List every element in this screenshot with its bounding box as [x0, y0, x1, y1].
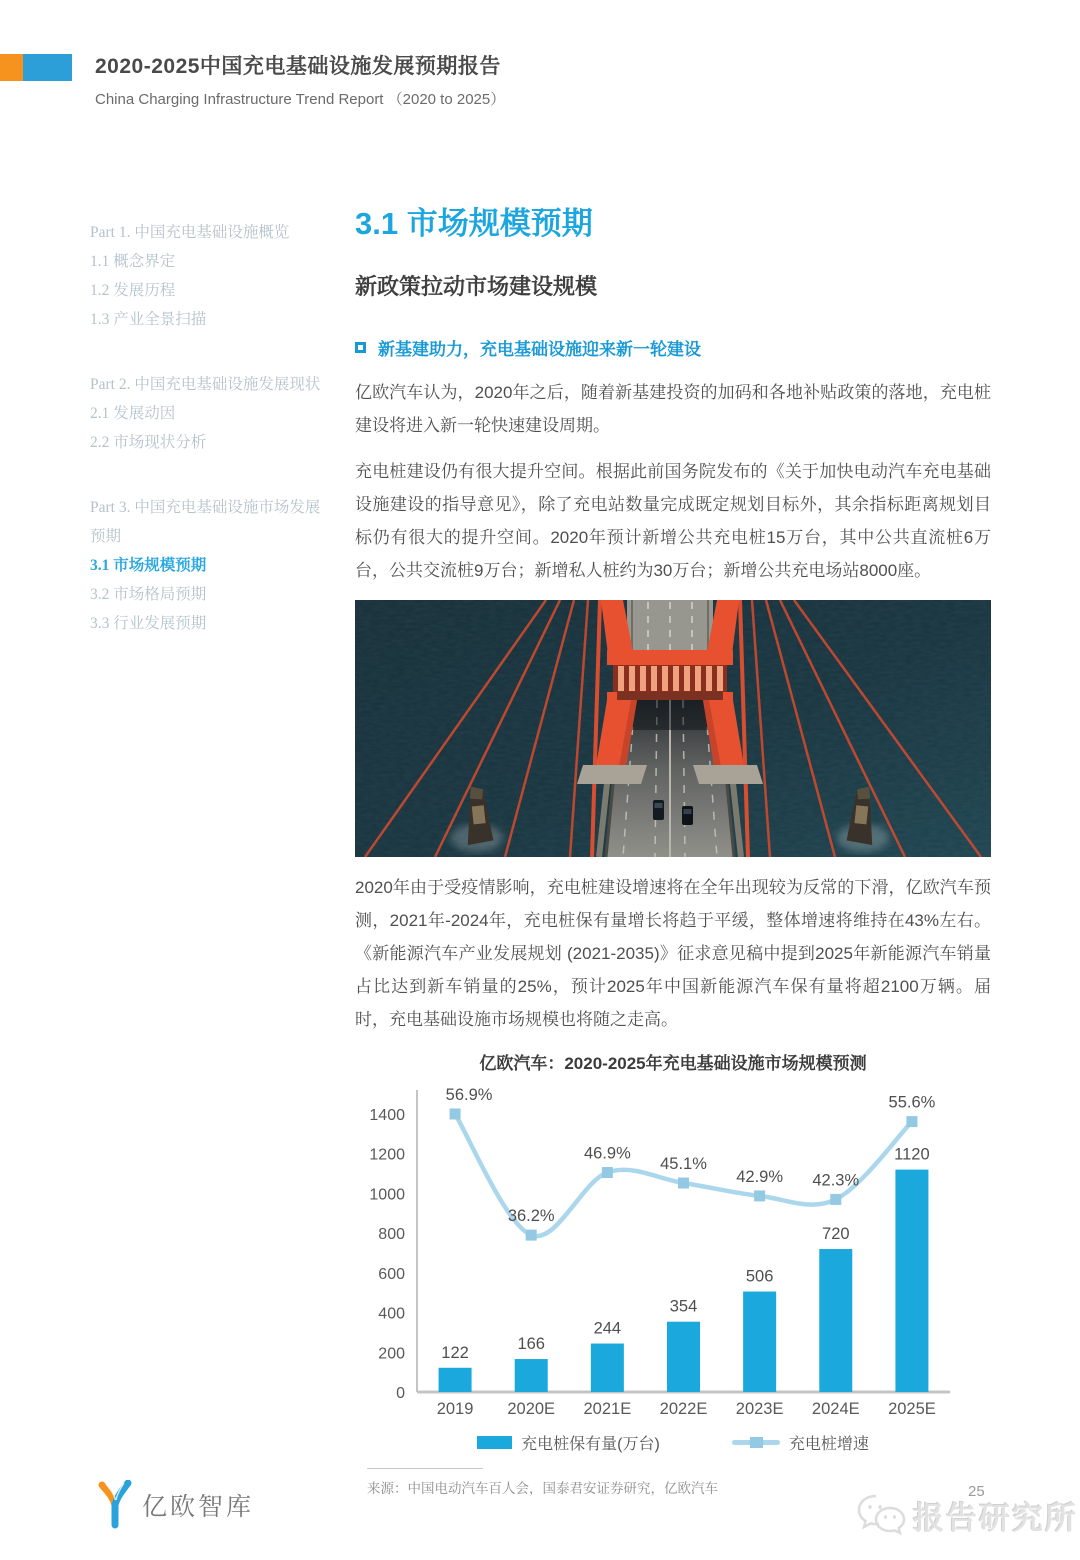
sidebar-item-3[interactable]: 1.2 发展历程 [90, 282, 176, 299]
y-axis-tick: 1400 [369, 1107, 405, 1124]
y-axis-tick: 1200 [369, 1146, 405, 1164]
publisher-logo-text: 亿欧智库 [142, 1493, 255, 1521]
bar-value-label: 720 [822, 1225, 850, 1244]
source-divider [367, 1468, 483, 1469]
header-accent-orange-block [0, 54, 23, 81]
paragraph-3: 2020年由于受疫情影响，充电桩建设增速将在全年出现较为反常的下滑，亿欧汽车预测，2021年-2024年，充电桩保有量增长将趋于平缓，整体增速将维持在43%左右。《新能源汽车产业发展规划 (2021-2035)》征求意见稿中提到2025年新能源汽车销量占比达到新车销量的25%，预计2025年中国新能源汽车保有量将超2100万辆。届时，充电基础设施市场规模也将随之走高。 [355, 878, 991, 1029]
line-marker [678, 1178, 689, 1189]
watermark-text: 报告研究所 [913, 1500, 1078, 1536]
publisher-logo [94, 1480, 254, 1530]
growth-value-label: 56.9% [445, 1085, 493, 1104]
chart-legend [355, 1431, 991, 1454]
bar-value-label: 244 [593, 1319, 622, 1338]
growth-value-label: 45.1% [660, 1155, 707, 1174]
x-axis-tick: 2021E [583, 1400, 632, 1418]
sidebar-item-2[interactable]: 1.1 概念界定 [90, 253, 176, 270]
line-marker [754, 1190, 765, 1201]
logo-y-ribbon-icon [94, 1480, 136, 1530]
paragraph-2: 充电桩建设仍有很大提升空间。根据此前国务院发布的《关于加快电动汽车充电基础设施建设的指导意见》，除了充电站数量完成既定规划目标外，其余指标距离规划目标仍有很大的提升空间。2020年预计新增公共充电桩15万台，其中公共直流桩6万台，公共交流桩9万台；新增私人桩约为30万台；新增公共充电场站8000座。 [355, 462, 991, 580]
bar-value-label: 166 [517, 1335, 545, 1354]
main-content [355, 198, 991, 1497]
legend-item-bars [477, 1431, 660, 1454]
page-number: 25 [968, 1483, 985, 1500]
report-title-cn: 2020-2025中国充电基础设施发展预期报告 [95, 55, 501, 78]
x-axis-tick: 2025E [888, 1400, 936, 1418]
x-axis-tick: 2024E [811, 1400, 860, 1418]
legend-item-line [732, 1431, 869, 1454]
x-axis-tick: 2023E [735, 1400, 784, 1418]
growth-value-label: 55.6% [888, 1093, 936, 1112]
x-axis-tick: 2020E [507, 1400, 556, 1418]
x-axis-tick: 2019 [436, 1400, 474, 1418]
sidebar-item-6[interactable]: 2.1 发展动因 [90, 405, 176, 422]
chart-source: 来源：中国电动汽车百人会，国泰君安证券研究，亿欧汽车 [367, 1481, 718, 1496]
chart-title: 亿欧汽车：2020-2025年充电基础设施市场规模预测 [479, 1054, 867, 1073]
bar-2020E [515, 1359, 548, 1392]
bar-value-label: 354 [669, 1297, 698, 1316]
sidebar-item-8[interactable]: Part 3. 中国充电基础设施市场发展预期 [90, 499, 321, 545]
bar-value-label: 1120 [894, 1145, 930, 1164]
bridge-aerial-photo [355, 600, 991, 857]
sidebar-item-1[interactable]: Part 1. 中国充电基础设施概览 [90, 224, 290, 241]
paragraph-1: 亿欧汽车认为，2020年之后，随着新基建投资的加码和各地补贴政策的落地，充电桩建设将进入新一轮快速建设周期。 [355, 383, 991, 435]
sidebar-item-5[interactable]: Part 2. 中国充电基础设施发展现状 [90, 376, 321, 393]
growth-value-label: 42.9% [736, 1167, 784, 1186]
y-axis-tick: 0 [396, 1385, 405, 1402]
growth-value-label: 42.3% [812, 1171, 860, 1190]
line-marker [602, 1167, 613, 1178]
sidebar-item-7[interactable]: 2.2 市场现状分析 [90, 434, 207, 451]
bar-value-label: 506 [745, 1267, 774, 1286]
line-marker [526, 1230, 537, 1241]
y-axis-tick: 400 [378, 1305, 405, 1323]
bar-2024E [819, 1249, 852, 1392]
legend-line-swatch-icon [732, 1436, 780, 1449]
report-title-en: China Charging Infrastructure Trend Report （2020 to 2025） [95, 91, 506, 108]
legend-line-label: 充电桩增速 [788, 1436, 869, 1453]
market-forecast-chart-block [355, 1049, 991, 1497]
sidebar-item-4[interactable]: 1.3 产业全景扫描 [90, 311, 207, 328]
bullet-heading: 新基建助力，充电基础设施迎来新一轮建设 [378, 340, 701, 359]
watermark [855, 1492, 1078, 1538]
sidebar-item-10[interactable]: 3.2 市场格局预期 [90, 586, 207, 603]
y-axis-tick: 200 [378, 1345, 405, 1363]
sidebar-item-11[interactable]: 3.3 行业发展预期 [90, 615, 207, 632]
bar-value-label: 122 [441, 1343, 469, 1362]
legend-bar-swatch-icon [477, 1436, 512, 1449]
bar-2025E [895, 1170, 928, 1392]
line-marker [450, 1108, 461, 1119]
growth-value-label: 36.2% [507, 1207, 555, 1226]
section-subtitle: 新政策拉动市场建设规模 [355, 274, 598, 299]
market-forecast-chart [355, 1082, 975, 1424]
bar-2019 [439, 1368, 472, 1392]
bar-2023E [743, 1292, 776, 1392]
growth-value-label: 46.9% [583, 1144, 631, 1163]
y-axis-tick: 800 [378, 1226, 405, 1244]
line-marker [830, 1194, 841, 1205]
line-marker [906, 1116, 917, 1127]
section-title: 3.1 市场规模预期 [355, 206, 593, 241]
table-of-contents [90, 218, 328, 638]
x-axis-tick: 2022E [659, 1400, 708, 1418]
y-axis-tick: 600 [378, 1265, 405, 1283]
chat-bubbles-icon [855, 1492, 907, 1538]
bar-2021E [591, 1344, 624, 1392]
square-bullet-icon [355, 342, 366, 353]
legend-bar-label: 充电桩保有量(万台) [521, 1436, 660, 1453]
bar-2022E [667, 1322, 700, 1392]
y-axis-tick: 1000 [369, 1186, 405, 1204]
header-accent-blue-block [23, 54, 72, 81]
sidebar-item-9[interactable]: 3.1 市场规模预期 [90, 557, 207, 574]
bullet-heading-row [355, 335, 991, 360]
